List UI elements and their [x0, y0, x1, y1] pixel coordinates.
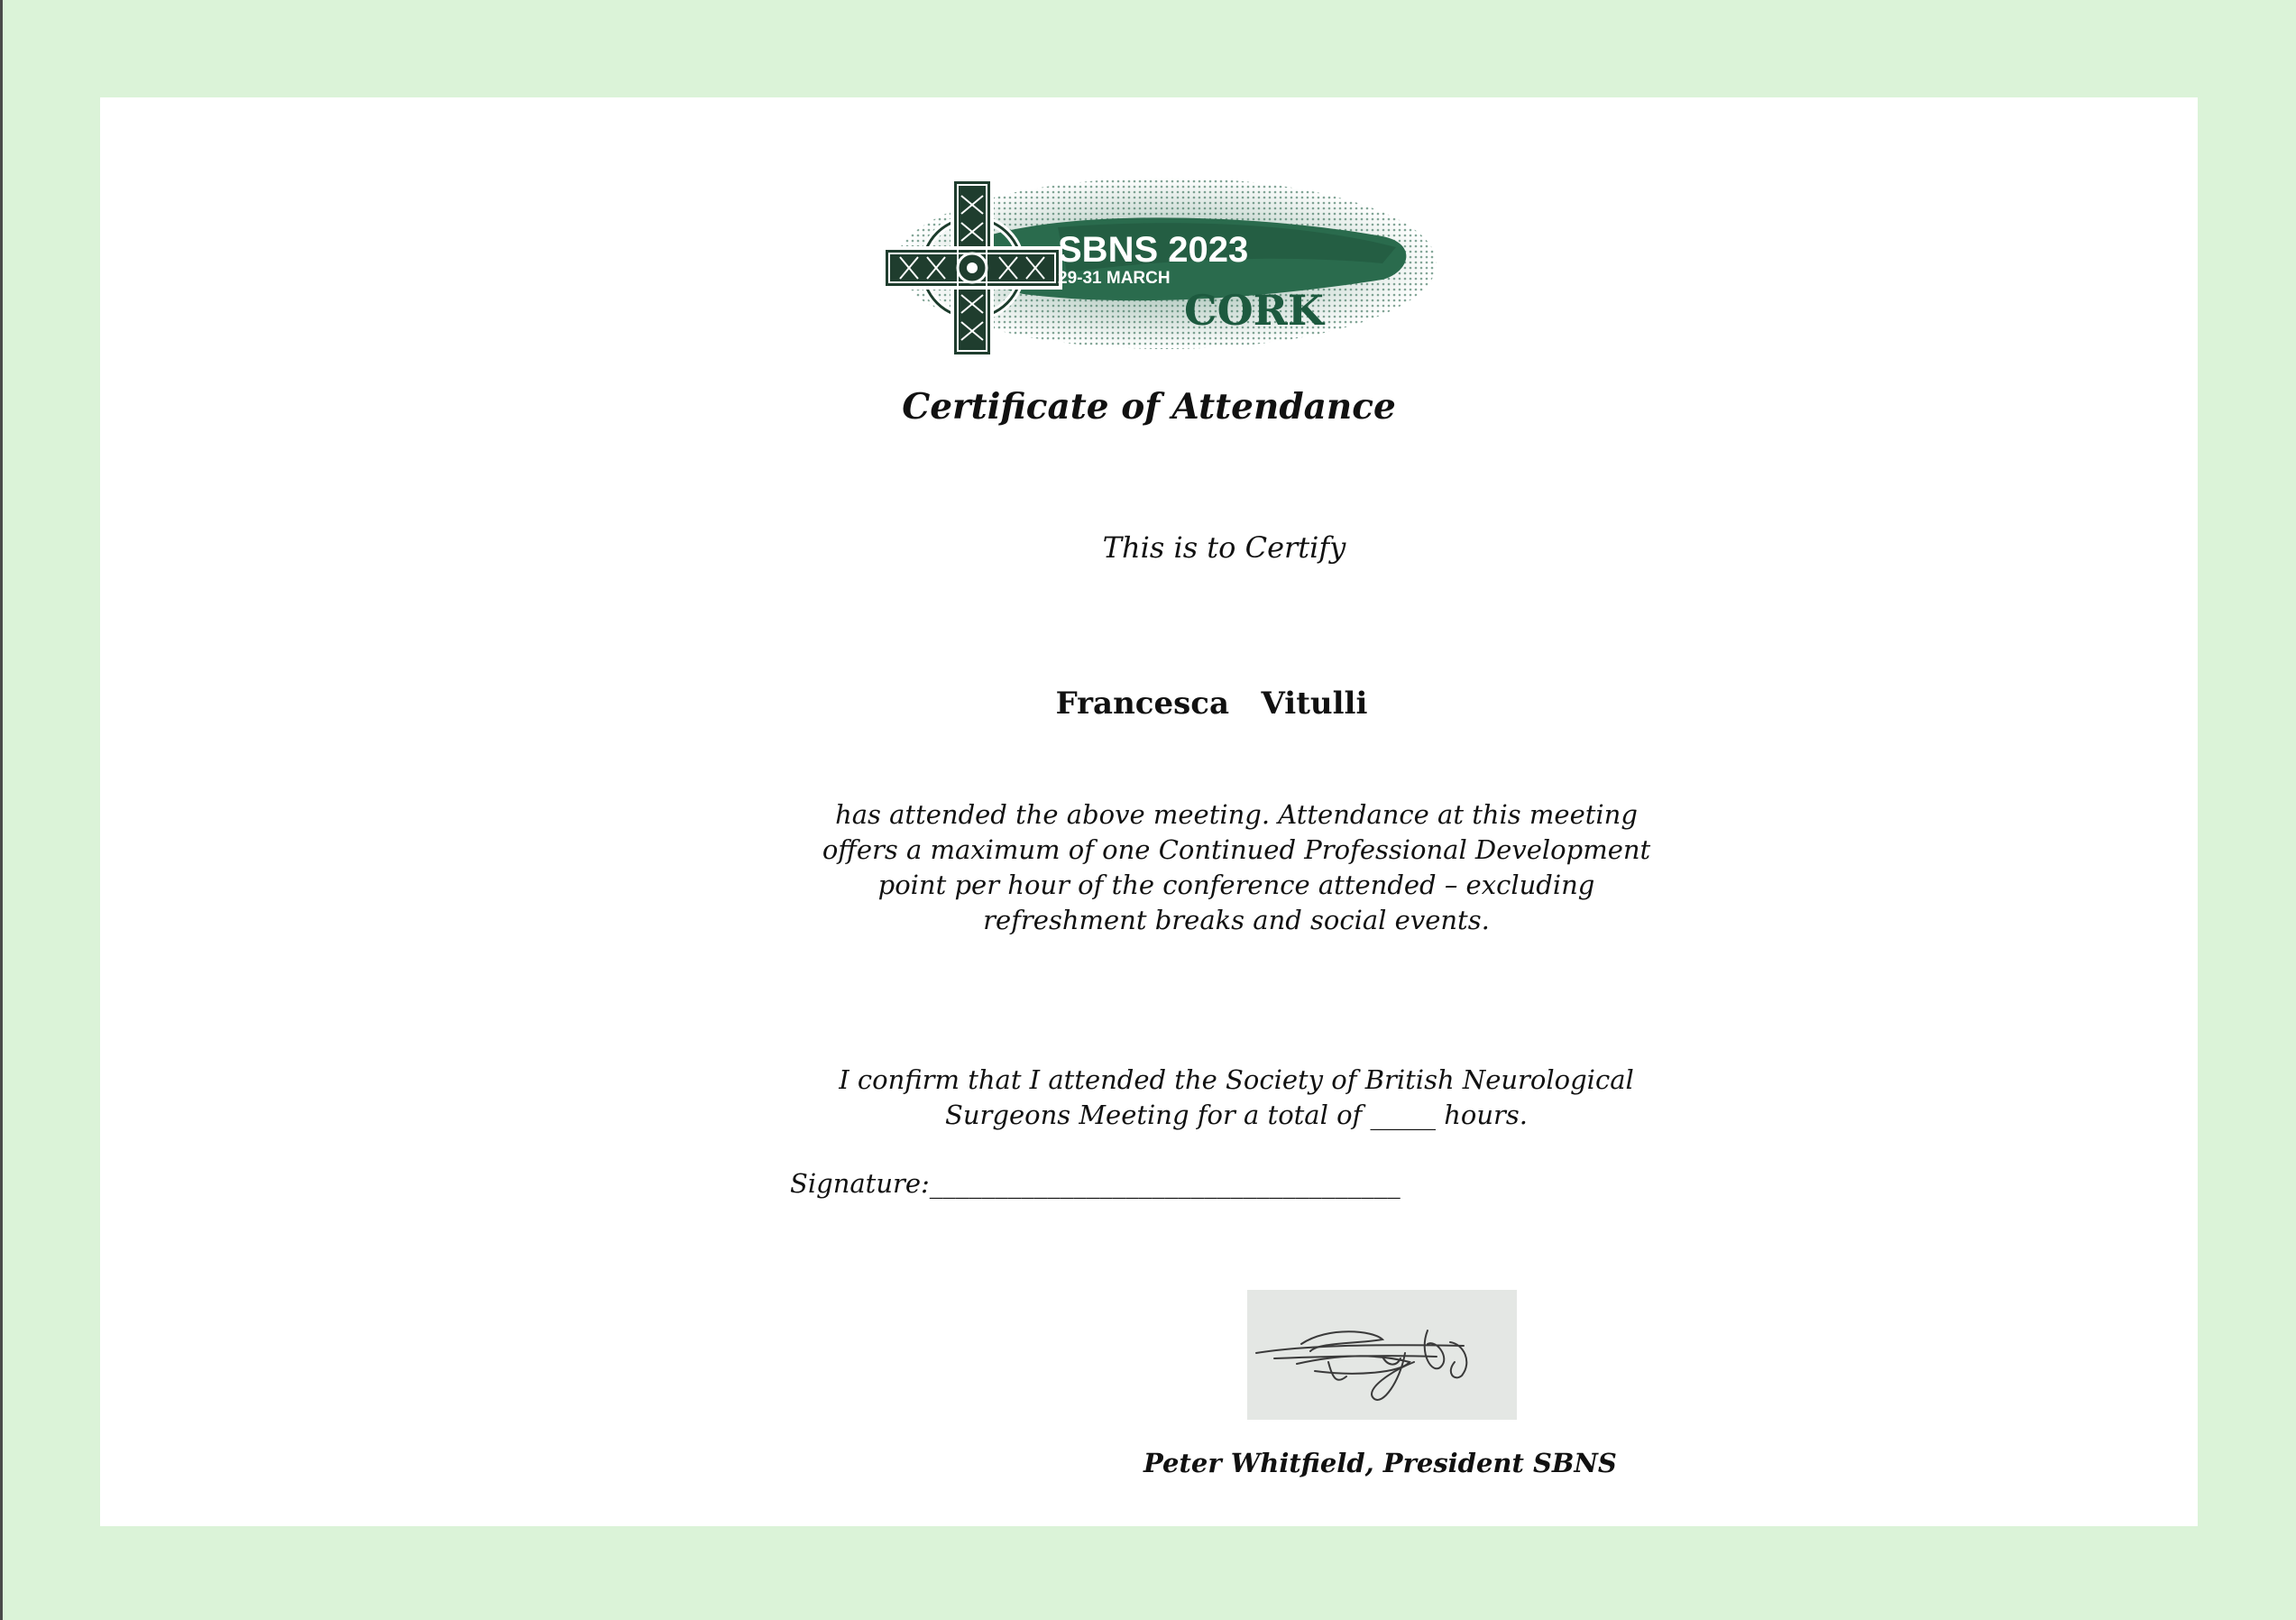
page-edge	[0, 0, 3, 1620]
logo-city-text: CORK	[1184, 286, 1324, 335]
certify-line: This is to Certify	[1102, 530, 1346, 565]
president-signature-image	[1247, 1290, 1517, 1420]
attendance-statement: has attended the above meeting. Attendance at this meeting offers a maximum of one Continued Professional Development point per hour of the conference attended – excluding refreshment breaks and social events.	[822, 799, 1651, 935]
signature-field: Signature:____________________________________	[790, 1168, 1401, 1199]
logo-event-text: SBNS 2023	[1058, 230, 1249, 270]
sbns-2023-cork-logo	[877, 173, 1437, 364]
certificate-title: Certificate of Attendance	[902, 386, 1396, 428]
attendee-name: Francesca Vitulli	[1055, 686, 1368, 722]
logo-dates-text: 29-31 MARCH	[1058, 269, 1171, 288]
confirmation-statement: I confirm that I attended the Society of British Neurological Surgeons Meeting for a total of _____ hours.	[839, 1064, 1634, 1130]
president-name: Peter Whitfield, President SBNS	[1143, 1448, 1617, 1478]
certificate-sheet	[100, 97, 2198, 1526]
